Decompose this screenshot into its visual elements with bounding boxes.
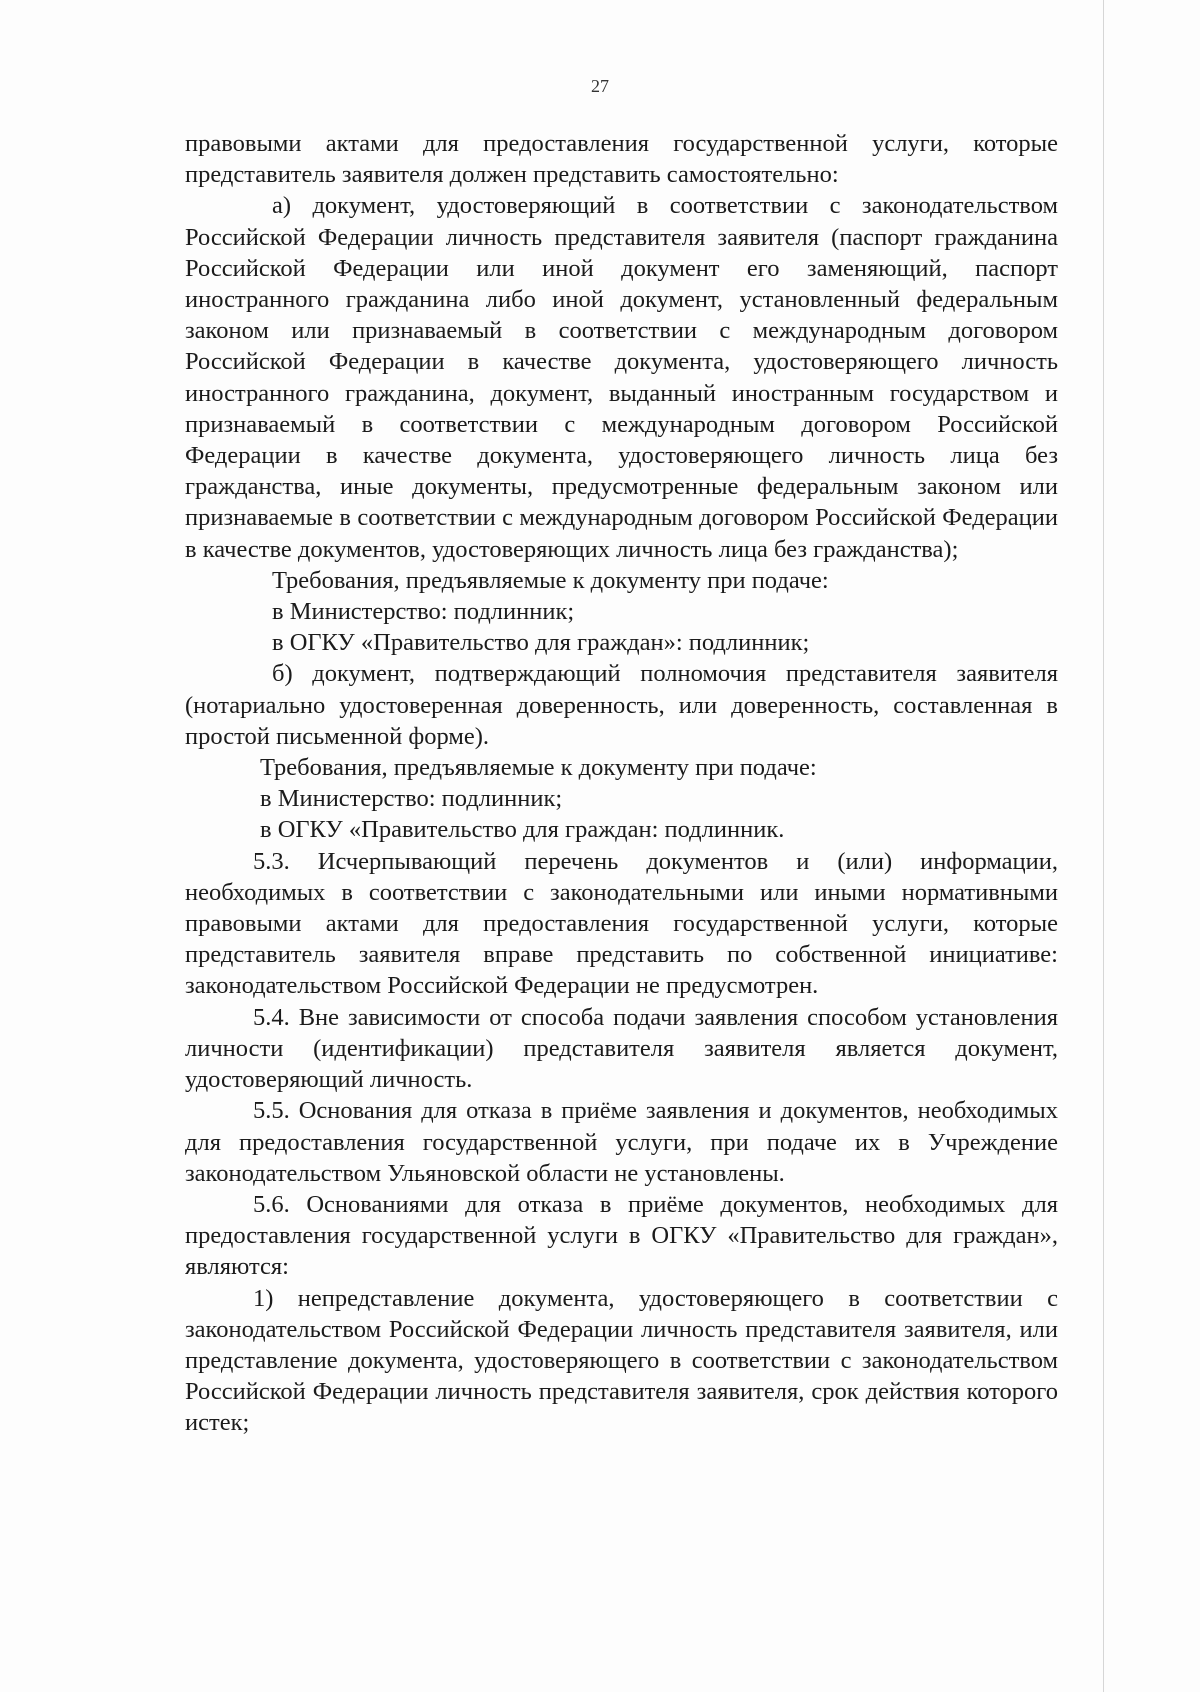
paragraph-item-1: 1) непредставление документа, удостоверяющего в соответствии с законодательством Российской Федерации личность представителя заявителя, или представление документа, удостоверяющего в соответствии с законодательством Российской Федерации личность представителя заявителя, срок действия которого истек; [185,1284,1058,1437]
paragraph-5-6: 5.6. Основаниями для отказа в приёме документов, необходимых для предоставления государственной услуги в ОГКУ «Правительство для граждан», являются: [185,1190,1058,1281]
paragraph-ogku-2: в ОГКУ «Правительство для граждан: подлинник. [260,816,785,844]
paragraph-ogku: в ОГКУ «Правительство для граждан»: подлинник; [272,629,810,657]
paragraph-5-4: 5.4. Вне зависимости от способа подачи заявления способом установления личности (идентификации) представителя заявителя является документ, удостоверяющий личность. [185,1003,1058,1094]
scan-artifact-line [1103,0,1104,1692]
document-body [185,128,1058,1439]
page-number: 27 [591,76,609,96]
paragraph-requirements-2: Требования, предъявляемые к документу при подаче: [260,754,817,782]
paragraph-ministry: в Министерство: подлинник; [272,598,575,626]
paragraph-5-5: 5.5. Основания для отказа в приёме заявления и документов, необходимых для предоставления государственной услуги, при подаче их в Учреждение законодательством Ульяновской области не установлены. [185,1097,1058,1187]
paragraph-5-3: 5.3. Исчерпывающий перечень документов и (или) информации, необходимых в соответствии с законодательными или иными нормативными правовыми актами для предоставления государственной услуги, которые представитель заявителя вправе представить по собственной инициативе: законодательством Российской Федерации не предусмотрен. [185,847,1058,1000]
paragraph-ministry-2: в Министерство: подлинник; [260,785,563,813]
paragraph-requirements: Требования, предъявляемые к документу при подаче: [272,566,829,594]
paragraph-item-b: б) документ, подтверждающий полномочия представителя заявителя (нотариально удостоверенная доверенность, или доверенность, составленная в простой письменной форме). [185,660,1058,750]
paragraph-item-a: а) документ, удостоверяющий в соответствии с законодательством Российской Федерации личность представителя заявителя (паспорт гражданина Российской Федерации или иной документ его заменяющий, паспорт иностранного гражданина либо иной документ, установленный федеральным законом или признаваемый в соответствии с международным договором Российской Федерации в качестве документа, удостоверяющего личность иностранного гражданина, документ, выданный иностранным государством и признаваемый в соответствии с международным договором Российской Федерации в качестве документа, удостоверяющего личность лица без гражданства, иные документы, предусмотренные федеральным законом или признаваемые в соответствии с международным договором Российской Федерации в качестве документов, удостоверяющих личность лица без гражданства); [185,192,1058,563]
paragraph-continuation: правовыми актами для предоставления государственной услуги, которые представитель заявителя должен представить самостоятельно: [185,130,1058,189]
